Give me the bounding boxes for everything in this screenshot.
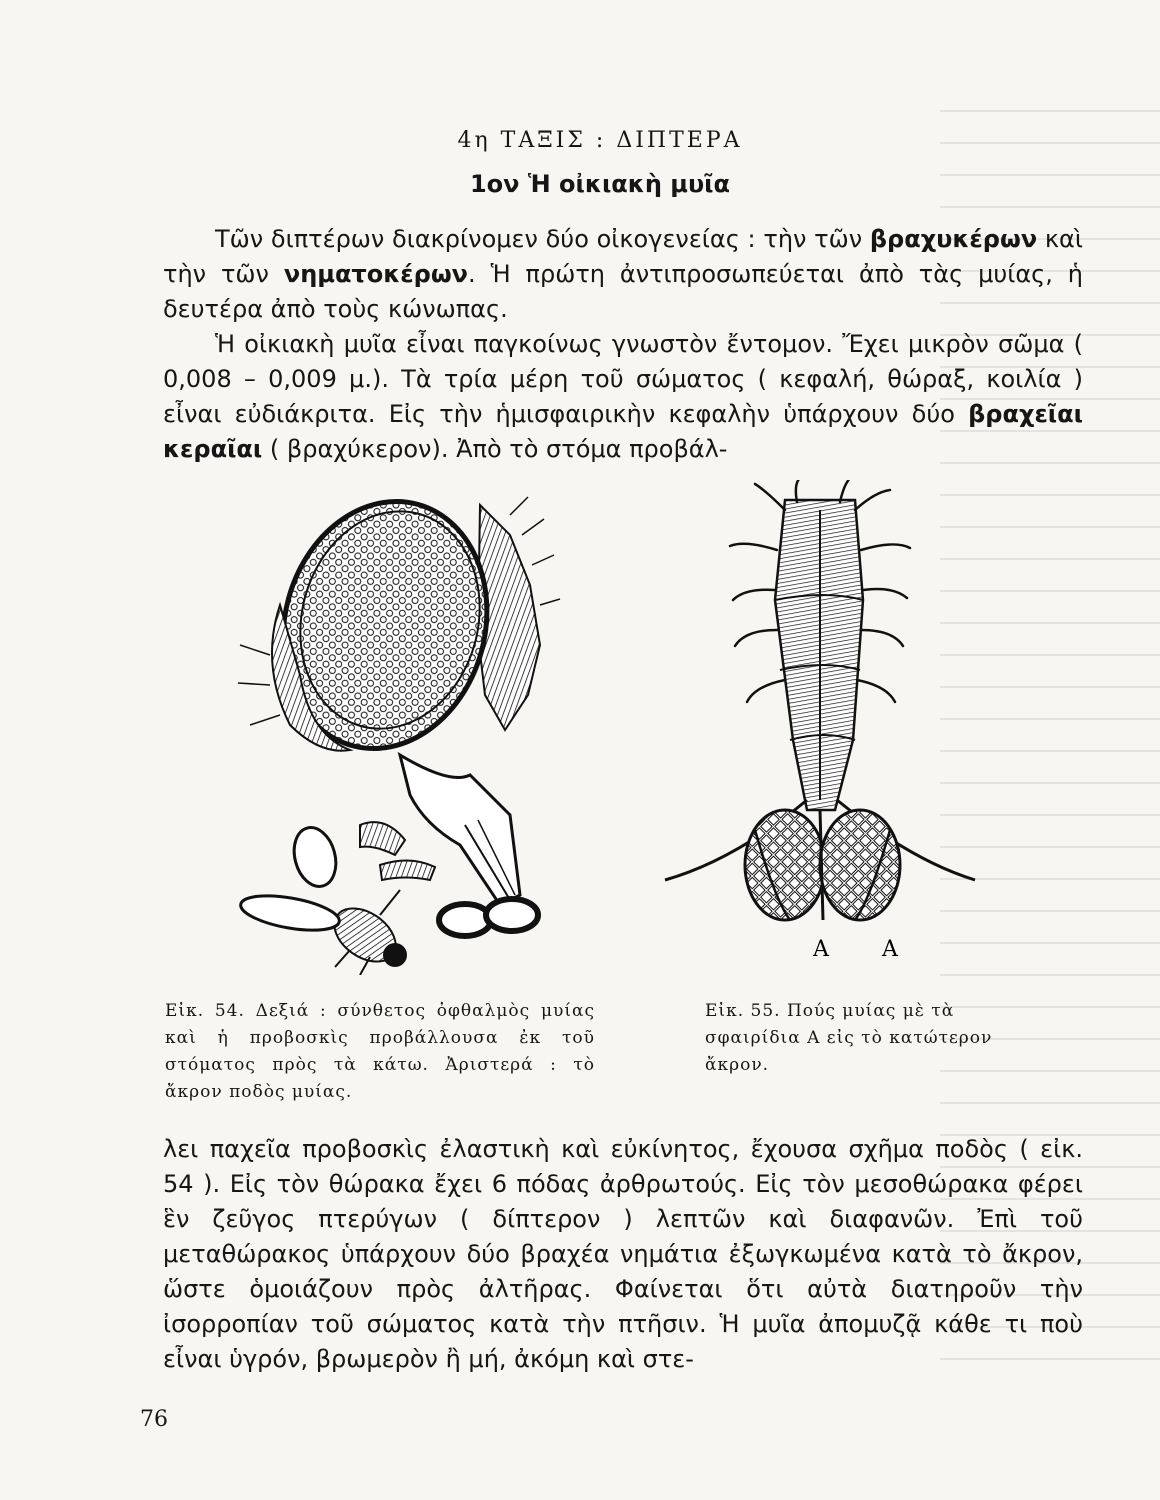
fly-foot-illustration bbox=[625, 480, 980, 970]
figure-55-caption: Εἰκ. 55. Πούς μυίας μὲ τὰ σφαιρίδια Α εἰς τὸ κατώτερον ἄκρον. bbox=[705, 1001, 993, 1075]
page-number: 76 bbox=[140, 1407, 168, 1432]
continuation-paragraph: λει παχεῖα προβοσκὶς ἐλαστικὴ καὶ εὐκίνητος, ἔχουσα σχῆμα ποδὸς ( εἰκ. 54 ). Εἰς τὸν θώρακα ἔχει 6 πόδας ἀρθρωτούς. Εἰς τὸν μεσοθώρακα φέρει ἓν ζεῦγος πτερύγων ( δίπτερον ) λεπτῶν καὶ διαφανῶν. Ἐπὶ τοῦ μεταθώρακος ὑπάρχουν δύο βραχέα νημάτια ἐξωγκωμένα κατὰ τὸ ἄκρον, ὥστε ὁμοιάζουν πρὸς ἀλτῆρας. Φαίνεται ὅτι αὐτὰ διατηροῦν τὴν ἰσορροπίαν τοῦ σώματος κατὰ τὴν πτῆσιν. Ἡ μυῖα ἀπομυζᾷ κάθε τι ποὺ εἶναι ὑγρόν, βρωμερὸν ἢ μή, ἀκόμη καὶ στε- bbox=[163, 1135, 1083, 1373]
section-heading: 1ον Ἡ οἰκιακὴ μυῖα bbox=[469, 170, 730, 198]
bold-term: βραχυκέρων bbox=[869, 225, 1038, 253]
pulvillus-label: Α bbox=[882, 937, 898, 962]
intro-paragraph: Τῶν διπτέρων διακρίνομεν δύο οἰκογενείας : τὴν τῶν βραχυκέρων καὶ τὴν τῶν νηματοκέρων. Ἡ πρώτη ἀντιπροσωπεύεται ἀπὸ τὰς μυίας, ἡ δευτέρα ἀπὸ τοὺς κώνωπας. bbox=[163, 225, 1084, 323]
order-heading: 4η ΤΑΞΙΣ : ΔΙΠΤΕΡΑ bbox=[457, 128, 743, 153]
bold-term: βραχεῖαι κεραῖαι bbox=[163, 400, 1083, 463]
description-paragraph: Ἡ οἰκιακὴ μυῖα εἶναι παγκοίνως γνωστὸν ἔντομον. Ἔχει μικρὸν σῶμα ( 0,008 – 0,009 μ.). Τὰ τρία μέρη τοῦ σώματος ( κεφαλή, θώραξ, κοιλία ) εἶναι εὐδιάκριτα. Εἰς τὴν ἡμισφαιρικὴν κεφαλὴν ὑπάρχουν δύο βραχεῖαι κεραῖαι ( βραχύκερον). Ἀπὸ τὸ στόμα προβάλ- bbox=[163, 330, 1083, 463]
fly-eye-proboscis-illustration bbox=[210, 495, 600, 975]
figure-54-caption: Εἰκ. 54. Δεξιά : σύνθετος ὀφθαλμὸς μυίας καὶ ἡ προβοσκὶς προβάλλουσα ἐκ τοῦ στόματος πρὸς τὰ κάτω. Ἀριστερά : τὸ ἄκρον ποδὸς μυίας. bbox=[165, 1001, 595, 1102]
pulvillus-label: Α bbox=[813, 937, 829, 962]
bold-term: νηματοκέρων bbox=[283, 260, 469, 288]
